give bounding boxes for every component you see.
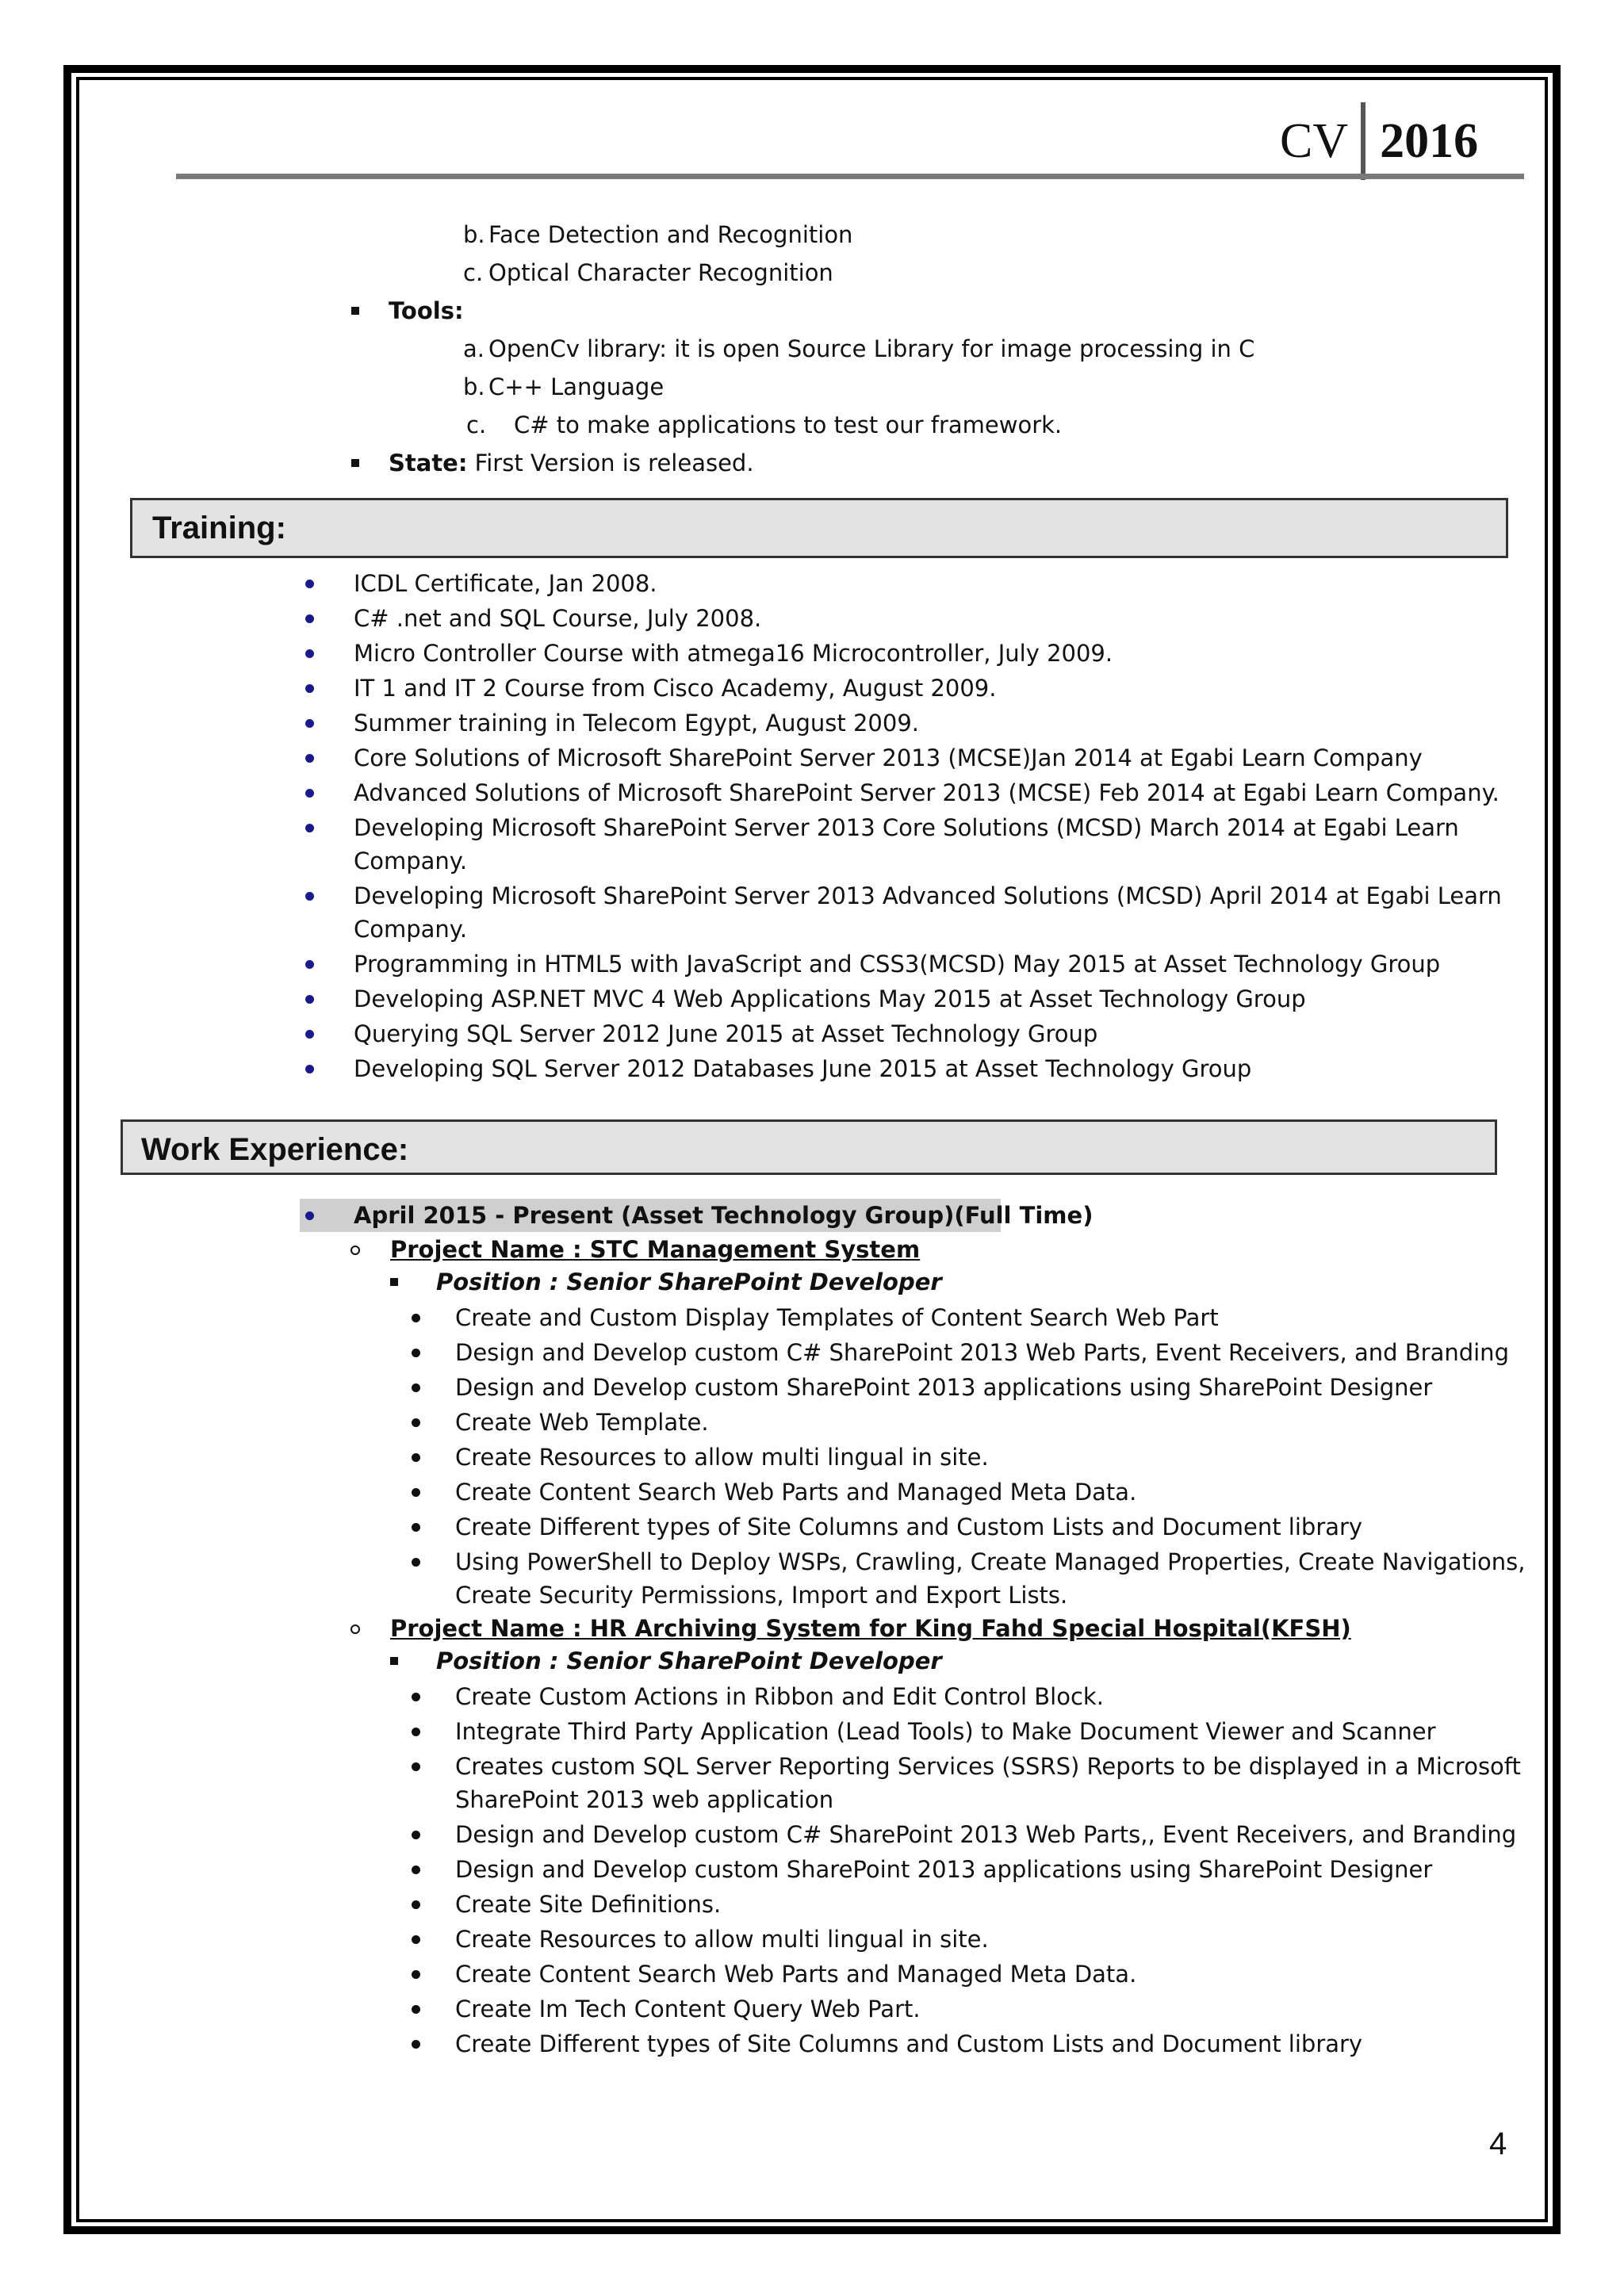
job-title: April 2015 - Present (Asset Technology Group)(Full Time): [354, 1202, 1094, 1229]
bullet-icon: [305, 614, 314, 623]
bullet-icon: [412, 1349, 420, 1357]
task-item: Create Resources to allow multi lingual in site.: [455, 1444, 989, 1471]
task-item: Create Site Definitions.: [455, 1891, 722, 1918]
bullet-icon: [412, 1762, 420, 1771]
square-bullet-icon: [351, 307, 359, 315]
training-item: Advanced Solutions of Microsoft SharePoint Server 2013 (MCSE) Feb 2014 at Egabi Learn Company.: [354, 779, 1500, 806]
bullet-icon: [412, 1831, 420, 1839]
task-item: Create Im Tech Content Query Web Part.: [455, 1996, 921, 2022]
training-item: ICDL Certificate, Jan 2008.: [354, 570, 657, 597]
list-item: C++ Language: [488, 373, 665, 400]
circle-bullet-icon: [350, 1246, 360, 1255]
bullet-icon: [412, 2040, 420, 2049]
task-item: Design and Develop custom SharePoint 2013 applications using SharePoint Designer: [455, 1374, 1433, 1401]
square-bullet-icon: [390, 1278, 398, 1286]
bullet-icon: [305, 580, 314, 588]
training-item: Developing Microsoft SharePoint Server 2013 Advanced Solutions (MCSD) April 2014 at Egabi Learn: [354, 882, 1502, 909]
task-item: Create and Custom Display Templates of Content Search Web Part: [455, 1304, 1219, 1331]
list-letter: a.: [463, 335, 485, 362]
bullet-icon: [305, 892, 314, 901]
task-item-continued: SharePoint 2013 web application: [455, 1786, 834, 1813]
bullet-icon: [412, 1935, 420, 1944]
task-item: Design and Develop custom C# SharePoint 2013 Web Parts,, Event Receivers, and Branding: [455, 1821, 1517, 1848]
state-label: State:: [389, 450, 468, 476]
list-letter: c.: [463, 259, 484, 286]
task-item-continued: Create Security Permissions, Import and Export Lists.: [455, 1582, 1068, 1609]
bullet-icon: [412, 2005, 420, 2014]
task-item: Create Different types of Site Columns and Custom Lists and Document library: [455, 1513, 1363, 1540]
task-item: Create Content Search Web Parts and Managed Meta Data.: [455, 1961, 1137, 1988]
bullet-icon: [412, 1866, 420, 1874]
training-item: Summer training in Telecom Egypt, August 2009.: [354, 710, 920, 737]
square-bullet-icon: [390, 1657, 398, 1665]
task-item: Design and Develop custom SharePoint 2013 applications using SharePoint Designer: [455, 1856, 1433, 1883]
section-title-work-experience: Work Experience:: [141, 1132, 409, 1167]
list-letter: b.: [463, 221, 485, 248]
bullet-icon: [305, 1065, 314, 1073]
bullet-icon: [412, 1900, 420, 1909]
task-item: Integrate Third Party Application (Lead Tools) to Make Document Viewer and Scanner: [455, 1718, 1436, 1745]
bullet-icon: [305, 719, 314, 728]
bullet-icon: [305, 649, 314, 658]
training-item-continued: Company.: [354, 848, 468, 874]
task-item: Create Custom Actions in Ribbon and Edit Control Block.: [455, 1683, 1104, 1710]
circle-bullet-icon: [350, 1624, 360, 1634]
training-item: Developing SQL Server 2012 Databases June 2015 at Asset Technology Group: [354, 1055, 1252, 1082]
training-item-continued: Company.: [354, 916, 468, 943]
list-item: Face Detection and Recognition: [488, 221, 853, 248]
bullet-icon: [412, 1383, 420, 1392]
bullet-icon: [305, 960, 314, 969]
bullet-icon: [412, 1523, 420, 1532]
bullet-icon: [305, 754, 314, 763]
cv-header: [1280, 108, 1478, 174]
list-letter: c.: [466, 411, 487, 438]
state-value: First Version is released.: [467, 450, 754, 476]
bullet-icon: [412, 1314, 420, 1322]
bullet-icon: [305, 1211, 314, 1220]
training-item: Developing Microsoft SharePoint Server 2013 Core Solutions (MCSD) March 2014 at Egabi Learn: [354, 814, 1459, 841]
page-number: 4: [1489, 2126, 1507, 2161]
task-item: Creates custom SQL Server Reporting Services (SSRS) Reports to be displayed in a Microsoft: [455, 1753, 1521, 1780]
bullet-icon: [305, 1030, 314, 1039]
tools-label: Tools:: [389, 297, 464, 324]
section-title-training: Training:: [152, 511, 286, 545]
list-letter: b.: [463, 373, 485, 400]
project-position: Position : Senior SharePoint Developer: [436, 1647, 942, 1674]
bullet-icon: [412, 1488, 420, 1497]
project-name: Project Name : HR Archiving System for King Fahd Special Hospital(KFSH): [390, 1615, 1351, 1642]
training-item: Micro Controller Course with atmega16 Microcontroller, July 2009.: [354, 640, 1113, 667]
bullet-icon: [412, 1558, 420, 1567]
cv-year: 2016: [1380, 113, 1479, 168]
list-item: OpenCv library: it is open Source Library for image processing in C: [488, 335, 1255, 362]
state-line: [389, 447, 754, 479]
project-name: Project Name : STC Management System: [390, 1236, 921, 1263]
task-item: Design and Develop custom C# SharePoint 2013 Web Parts, Event Receivers, and Branding: [455, 1339, 1509, 1366]
bullet-icon: [305, 995, 314, 1004]
bullet-icon: [305, 824, 314, 832]
bullet-icon: [412, 1453, 420, 1462]
bullet-icon: [305, 684, 314, 693]
list-item: Optical Character Recognition: [488, 259, 833, 286]
cv-label: CV: [1280, 113, 1349, 168]
training-section-header: [130, 498, 1508, 558]
task-item: Using PowerShell to Deploy WSPs, Crawling, Create Managed Properties, Create Navigations,: [455, 1548, 1526, 1575]
bullet-icon: [412, 1728, 420, 1736]
bullet-icon: [305, 789, 314, 798]
training-item: C# .net and SQL Course, July 2008.: [354, 605, 762, 632]
training-item: Programming in HTML5 with JavaScript and CSS3(MCSD) May 2015 at Asset Technology Group: [354, 951, 1441, 978]
task-item: Create Resources to allow multi lingual in site.: [455, 1926, 989, 1953]
bullet-icon: [412, 1418, 420, 1427]
training-item: IT 1 and IT 2 Course from Cisco Academy, August 2009.: [354, 675, 997, 702]
training-item: Querying SQL Server 2012 June 2015 at Asset Technology Group: [354, 1020, 1098, 1047]
project-position: Position : Senior SharePoint Developer: [436, 1269, 942, 1295]
list-item: C# to make applications to test our framework.: [514, 411, 1063, 438]
task-item: Create Content Search Web Parts and Managed Meta Data.: [455, 1479, 1137, 1506]
task-item: Create Web Template.: [455, 1409, 709, 1436]
bullet-icon: [412, 1693, 420, 1701]
bullet-icon: [412, 1970, 420, 1979]
square-bullet-icon: [351, 459, 359, 467]
training-item: Core Solutions of Microsoft SharePoint Server 2013 (MCSE)Jan 2014 at Egabi Learn Company: [354, 744, 1423, 771]
header-rule: [176, 174, 1524, 179]
task-item: Create Different types of Site Columns and Custom Lists and Document library: [455, 2030, 1363, 2057]
training-item: Developing ASP.NET MVC 4 Web Applications May 2015 at Asset Technology Group: [354, 985, 1306, 1012]
